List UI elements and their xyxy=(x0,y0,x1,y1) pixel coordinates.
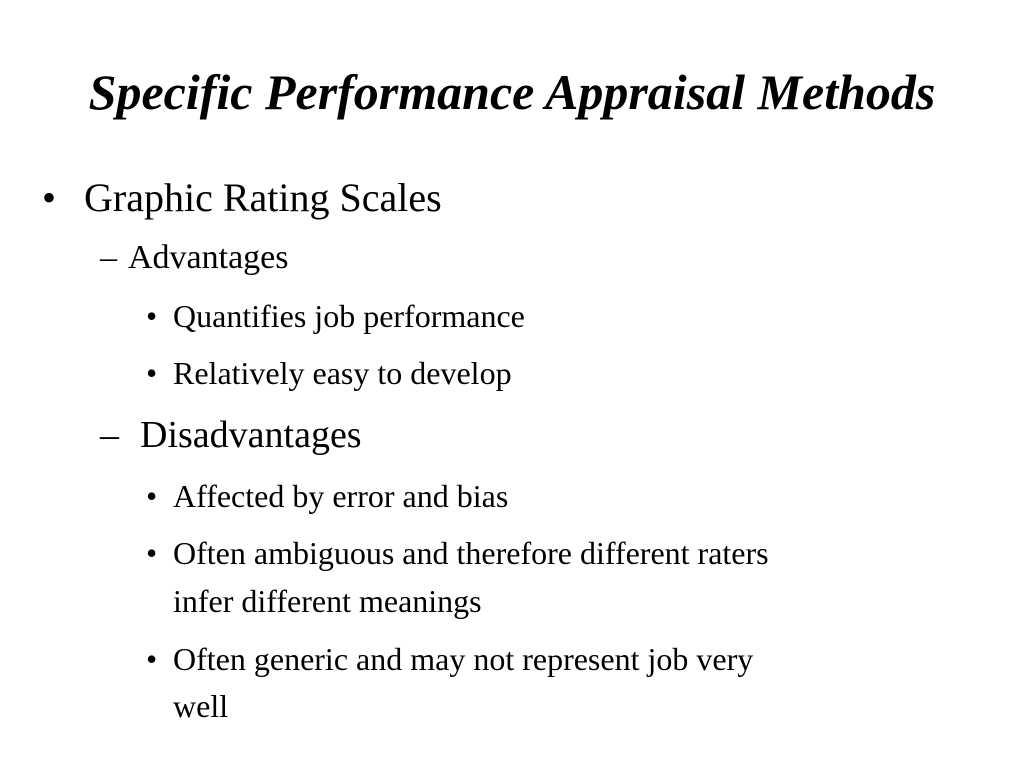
sub-bullet-marker: • xyxy=(146,535,158,571)
disadvantage-point-continuation: infer different meanings xyxy=(173,583,482,619)
disadvantage-point: Often ambiguous and therefore different raters xyxy=(173,535,769,571)
dash-marker: – xyxy=(100,414,119,456)
slide-title: Specific Performance Appraisal Methods xyxy=(88,64,936,120)
disadvantage-point: Often generic and may not represent job very xyxy=(173,641,754,677)
advantage-point: Quantifies job performance xyxy=(173,298,525,334)
advantage-point: Relatively easy to develop xyxy=(173,355,512,391)
disadvantage-point: Affected by error and bias xyxy=(173,478,509,514)
disadvantage-point-continuation: well xyxy=(173,688,229,724)
advantages-heading: Advantages xyxy=(128,239,289,276)
main-bullet-text: Graphic Rating Scales xyxy=(84,175,442,220)
sub-bullet-marker: • xyxy=(146,298,158,334)
disadvantages-heading: Disadvantages xyxy=(140,414,362,456)
sub-bullet-marker: • xyxy=(146,355,158,391)
sub-bullet-marker: • xyxy=(146,641,158,677)
sub-bullet-marker: • xyxy=(146,478,158,514)
bullet-marker: • xyxy=(42,175,57,220)
dash-marker: – xyxy=(100,239,117,276)
